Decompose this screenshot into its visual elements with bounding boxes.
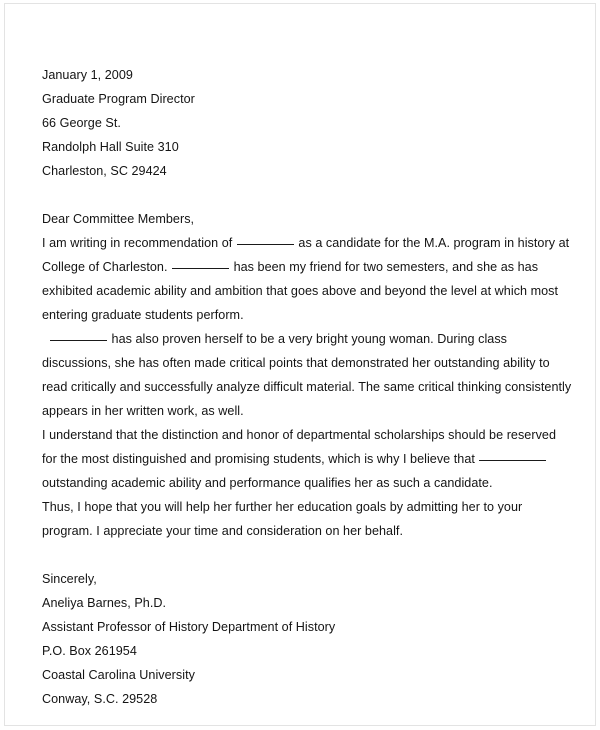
paragraph-1 <box>42 231 572 327</box>
recipient-address-line: Graduate Program Director <box>42 92 195 106</box>
signer-address-line: P.O. Box 261954 <box>42 644 137 658</box>
letter-date: January 1, 2009 <box>42 68 133 82</box>
letter-body <box>42 63 572 711</box>
paragraph-4: Thus, I hope that you will help her further her education goals by admitting her to your program. I appreciate your time and consideration on her behalf. <box>42 500 523 538</box>
recipient-address-line: 66 George St. <box>42 116 121 130</box>
paragraph-3-text-b: outstanding academic ability and performance qualifies her as such a candidate. <box>42 476 493 490</box>
recipient-address-line: Randolph Hall Suite 310 <box>42 140 179 154</box>
paragraph-2 <box>42 327 572 423</box>
signer-institution: Coastal Carolina University <box>42 668 195 682</box>
paragraph-3-text-a: I understand that the distinction and honor of departmental scholarships should be reserved for the most distinguished and promising students, which is why I believe that <box>42 428 557 466</box>
signature-block <box>42 567 572 711</box>
paragraph-2-text: has also proven herself to be a very bright young woman. During class discussions, she has often made critical points that demonstrated her outstanding ability to read critically and successfully analyze difficult material. The same critical thinking consistently appears in her written work, as well. <box>42 332 572 418</box>
closing-salutation: Sincerely, <box>42 572 97 586</box>
signer-name: Aneliya Barnes, Ph.D. <box>42 596 167 610</box>
salutation: Dear Committee Members, <box>42 212 195 226</box>
signer-title: Assistant Professor of History Department of History <box>42 620 336 634</box>
blank-field-candidate-name-2[interactable] <box>172 268 229 269</box>
recipient-address <box>42 87 572 183</box>
blank-field-candidate-name-4[interactable] <box>479 460 546 461</box>
blank-field-candidate-name-3[interactable] <box>50 340 107 341</box>
paragraph-3 <box>42 423 572 495</box>
paragraph-1-text-a: I am writing in recommendation of <box>42 236 236 250</box>
blank-field-candidate-name-1[interactable] <box>237 244 294 245</box>
paragraph-1-text-b: as a candidate for the M.A. program in history at College of Charleston. <box>42 236 570 274</box>
paragraph-1-text-c: has been my friend for two semesters, and she as has exhibited academic ability and ambition that goes above and beyond the level at which most entering graduate students perform. <box>42 260 559 322</box>
signer-address-line: Conway, S.C. 29528 <box>42 692 158 706</box>
recipient-address-line: Charleston, SC 29424 <box>42 164 167 178</box>
